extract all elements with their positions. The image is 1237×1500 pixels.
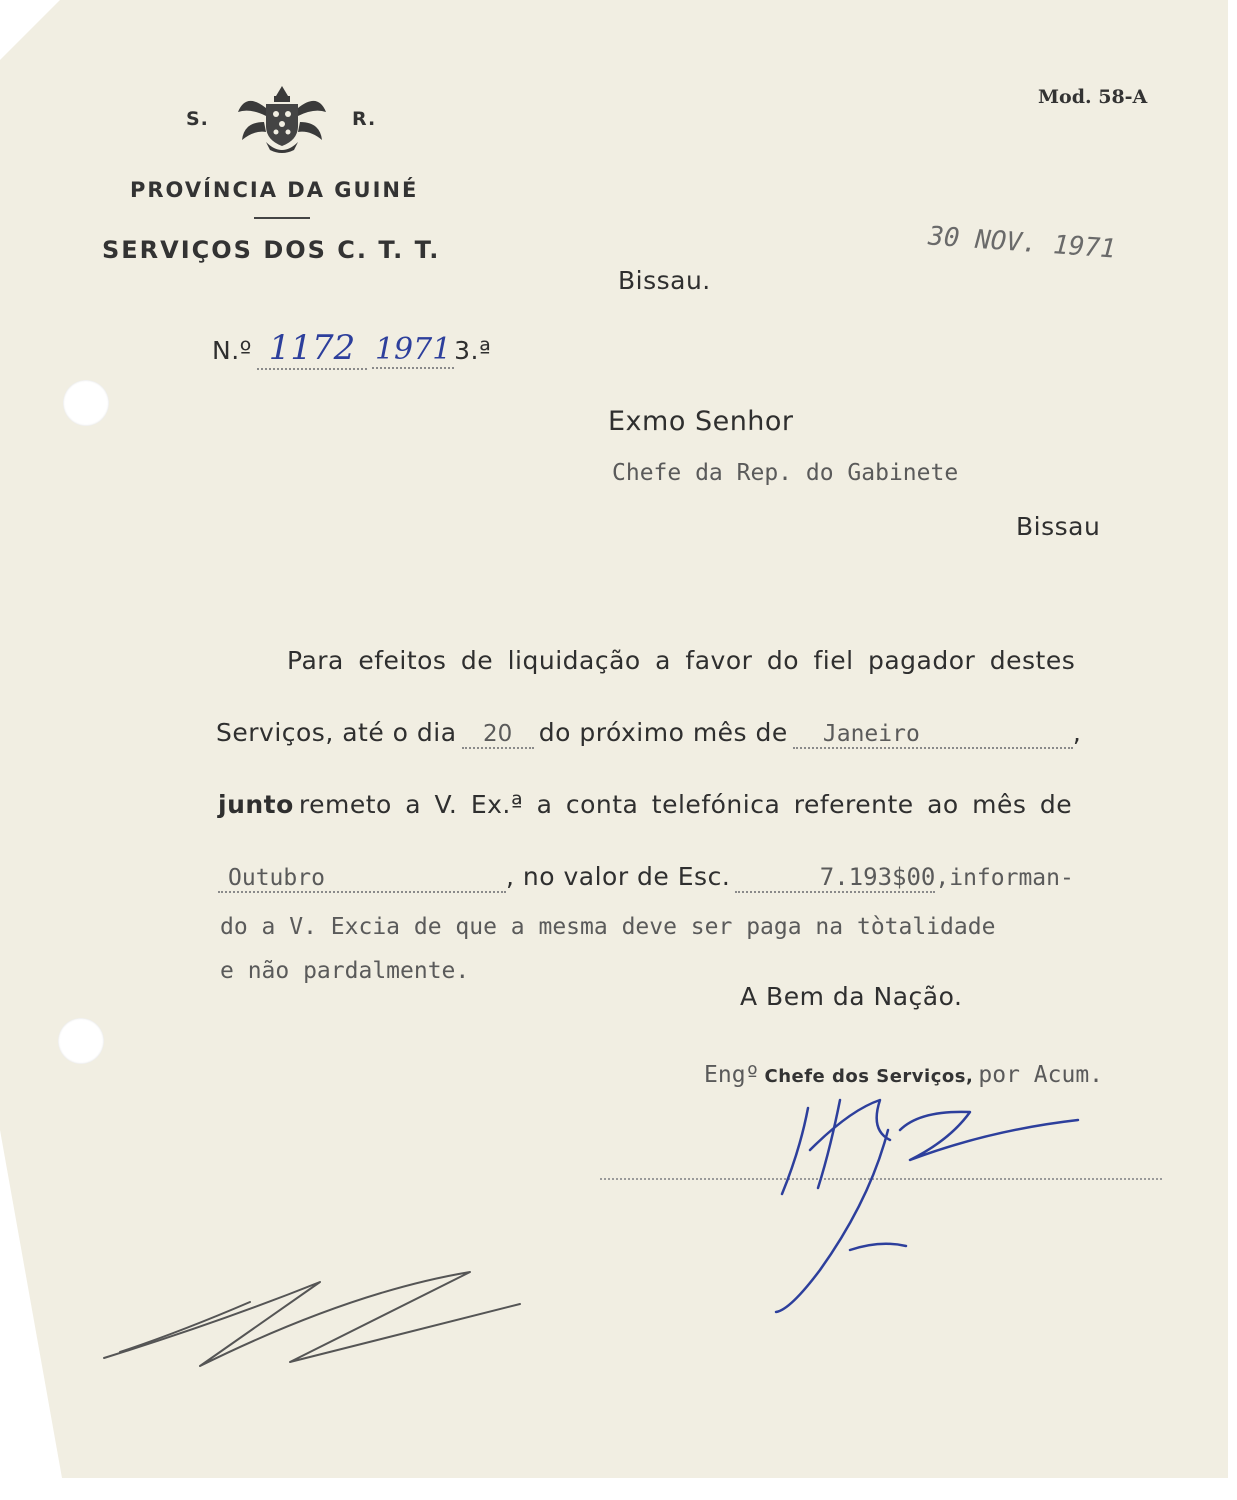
pencil-scribble <box>100 1262 530 1372</box>
header-letter-r: R. <box>352 108 377 130</box>
reference-prefix: N.º <box>212 336 252 365</box>
body-line-2: Serviços, até o dia 20 do próximo mês de Janeiro , <box>216 718 1082 747</box>
reference-number-field <box>257 328 367 370</box>
province-title: PROVÍNCIA DA GUINÉ <box>130 178 419 202</box>
body-line-1: Para efeitos de liquidação a favor do fiel pagador destes <box>287 646 1076 675</box>
due-day-field <box>462 721 534 749</box>
due-day: 20 <box>483 721 513 747</box>
body-line-2-mid: do próximo mês de <box>538 718 788 747</box>
header-letter-s: S. <box>186 108 209 130</box>
model-number: Mod. 58-A <box>1038 86 1148 108</box>
reference-year-field <box>372 332 454 369</box>
body-line-3-rest: remeto a V. Ex.ª a conta telefónica referente ao mês de <box>298 790 1073 819</box>
amount-value: 7.193$00 <box>819 863 936 891</box>
addressee-city: Bissau <box>1016 512 1101 541</box>
reference-year: 1971 <box>374 332 452 367</box>
body-line-4-mid: , no valor de Esc. <box>506 862 731 891</box>
signature-suffix: por Acum. <box>978 1062 1104 1088</box>
header-divider <box>254 217 310 219</box>
coat-of-arms-emblem <box>236 82 328 156</box>
handwritten-signature <box>770 1090 1090 1320</box>
date-stamp: 30 NOV. 1971 <box>927 221 1117 265</box>
reference-line <box>212 328 491 370</box>
amount-field <box>735 863 935 893</box>
signature-title <box>704 1062 1103 1088</box>
body-line-6: e não pardalmente. <box>220 958 470 984</box>
body-line-4-tail: ,informan- <box>935 865 1074 891</box>
reference-suffix: 3.ª <box>454 336 492 365</box>
body-line-3-start: junto <box>218 790 294 819</box>
signature-prefix: Engº <box>704 1062 760 1088</box>
body-line-4 <box>218 862 1074 893</box>
place-name: Bissau. <box>618 266 711 295</box>
due-month-field <box>793 721 1073 749</box>
punch-hole-top <box>63 380 109 426</box>
reference-month: Outubro <box>228 865 325 891</box>
signature-role: Chefe dos Serviços, <box>764 1066 974 1087</box>
addressee-title: Chefe da Rep. do Gabinete <box>612 460 959 486</box>
body-line-3 <box>218 790 1072 819</box>
closing-phrase: A Bem da Nação. <box>740 982 963 1011</box>
service-title: SERVIÇOS DOS C. T. T. <box>102 236 441 264</box>
body-line-5: do a V. Excia de que a mesma deve ser paga na tòtalidade <box>220 914 996 940</box>
addressee-salutation: Exmo Senhor <box>608 406 794 437</box>
due-month: Janeiro <box>822 721 920 747</box>
reference-month-field <box>218 865 506 893</box>
reference-number: 1172 <box>268 328 356 368</box>
body-line-2-start: Serviços, até o dia <box>216 718 457 747</box>
punch-hole-bottom <box>58 1018 104 1064</box>
